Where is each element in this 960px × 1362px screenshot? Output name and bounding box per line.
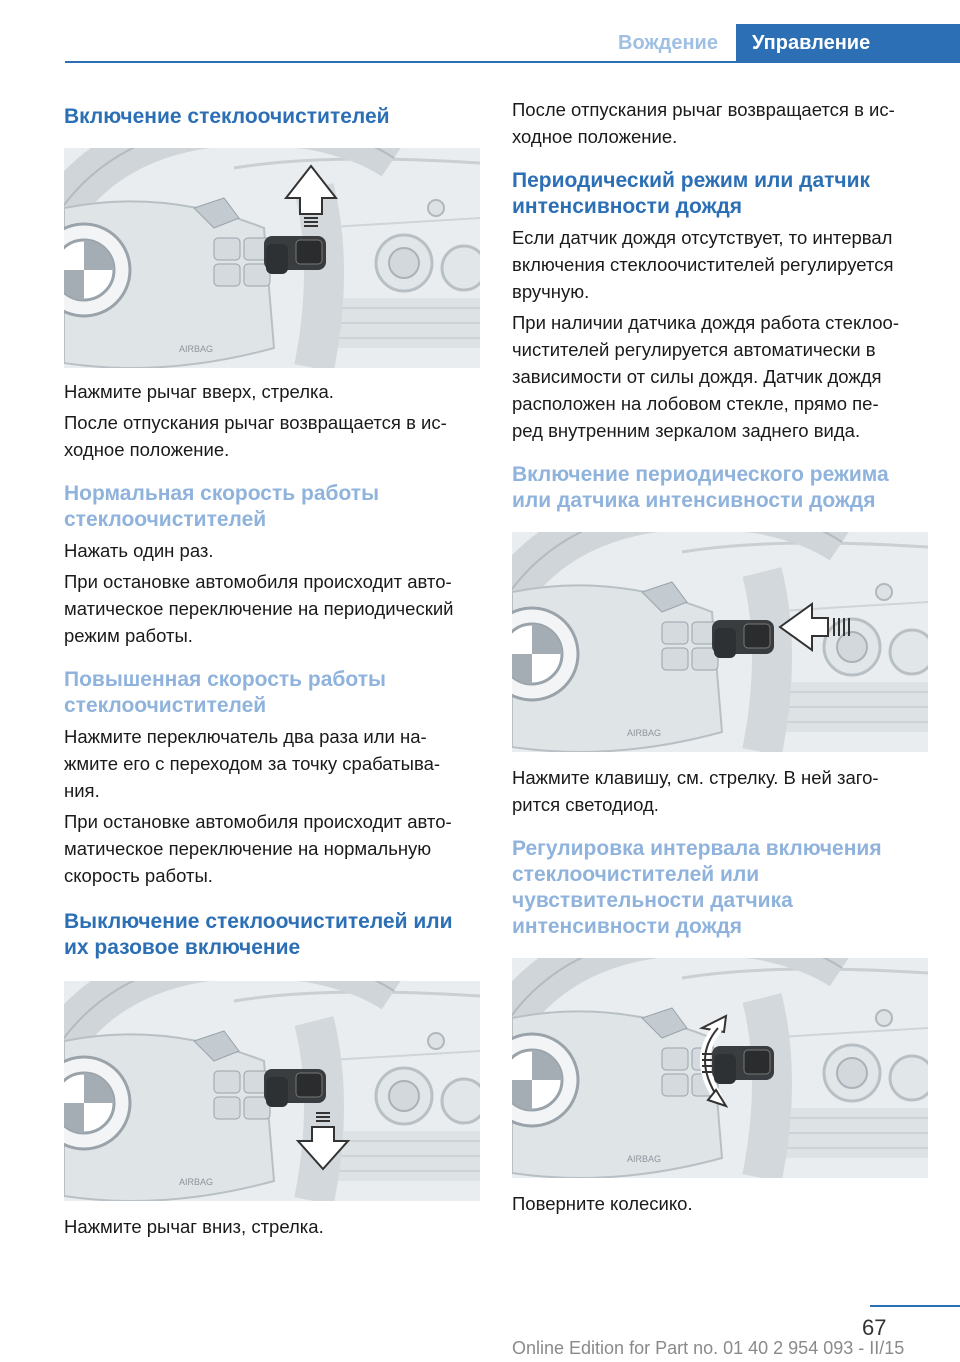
text-return-a: После отпускания рычаг возвращается в ис‐ [64, 412, 447, 433]
heading-off-single-b: их разовое включение [64, 936, 301, 959]
text-no-sensor-c: вручную. [512, 281, 590, 302]
text-press-twice-a: Нажмите переключатель два раза или на‐ [64, 726, 427, 747]
text-return-b: ходное положение. [64, 439, 230, 460]
text-push-up: Нажмите рычаг вверх, стрелка. [64, 381, 334, 402]
heading-enable-interval-b: или датчика интенсивности дождя [512, 489, 876, 512]
footer-rule [870, 1305, 960, 1307]
header-section[interactable]: Вождение [618, 32, 718, 54]
heading-interval-a: Периодический режим или датчик [512, 169, 871, 192]
heading-interval-b: интенсивности дождя [512, 195, 743, 218]
text-return-right-b: ходное положение. [512, 126, 678, 147]
heading-adjust-c: чувствительности датчика [512, 889, 793, 912]
heading-normal-speed-b: стеклоочистителей [64, 508, 267, 531]
text-press-key-a: Нажмите клавишу, см. стрелку. В ней заго‐ [512, 767, 879, 788]
left-column [64, 92, 480, 1240]
heading-high-speed-a: Повышенная скорость работы [64, 668, 386, 691]
text-no-sensor-b: включения стеклоочистителей регулируется [512, 254, 894, 275]
text-sensor-b: чистителей регулируется автоматически в [512, 339, 876, 360]
header-chapter[interactable]: Управление [736, 24, 960, 62]
footer-edition: Online Edition for Part no. 01 40 2 954 093 - II/15 [512, 1338, 905, 1358]
text-no-sensor-a: Если датчик дождя отсутствует, то интервал [512, 227, 893, 248]
text-push-down: Нажмите рычаг вниз, стрелка. [64, 1216, 324, 1237]
text-auto-normal-c: скорость работы. [64, 865, 213, 886]
text-auto-switch-c: режим работы. [64, 625, 193, 646]
text-auto-normal-b: матическое переключение на нормальную [64, 838, 432, 859]
text-auto-normal-a: При остановке автомобиля происходит авто‐ [64, 811, 452, 832]
header-rule [65, 61, 960, 63]
heading-enable-interval-a: Включение периодического режима [512, 463, 889, 486]
heading-adjust-b: стеклоочистителей или [512, 863, 760, 886]
text-press-key-b: рится светодиод. [512, 794, 659, 815]
text-sensor-e: ред внутренним зеркалом заднего вида. [512, 420, 861, 441]
text-auto-switch-a: При остановке автомобиля происходит авто‐ [64, 571, 452, 592]
heading-wipers-on: Включение стеклоочистителей [64, 105, 390, 128]
figure-lever-up [64, 148, 480, 368]
heading-adjust-a: Регулировка интервала включения [512, 837, 882, 860]
text-press-twice-c: ния. [64, 780, 100, 801]
page-number: 67 [862, 1315, 887, 1340]
text-auto-switch-b: матическое переключение на периодический [64, 598, 454, 619]
figure-press-button [512, 532, 928, 752]
text-press-once: Нажать один раз. [64, 540, 214, 561]
heading-high-speed-b: стеклоочистителей [64, 694, 267, 717]
heading-adjust-d: интенсивности дождя [512, 915, 743, 938]
figure-lever-down [64, 981, 480, 1201]
text-turn-wheel: Поверните колесико. [512, 1193, 693, 1214]
text-return-right-a: После отпускания рычаг возвращается в ис‐ [512, 99, 895, 120]
figure-turn-wheel [512, 958, 928, 1178]
text-press-twice-b: жмите его с переходом за точку срабатыва‐ [64, 753, 441, 774]
text-sensor-a: При наличии датчика дождя работа стеклоо‐ [512, 312, 899, 333]
text-sensor-c: зависимости от силы дождя. Датчик дождя [512, 366, 882, 387]
heading-off-single-a: Выключение стеклоочистителей или [64, 910, 453, 933]
heading-normal-speed-a: Нормальная скорость работы [64, 482, 380, 505]
right-column [512, 96, 928, 1217]
text-sensor-d: расположен на лобовом стекле, прямо пе‐ [512, 393, 879, 414]
